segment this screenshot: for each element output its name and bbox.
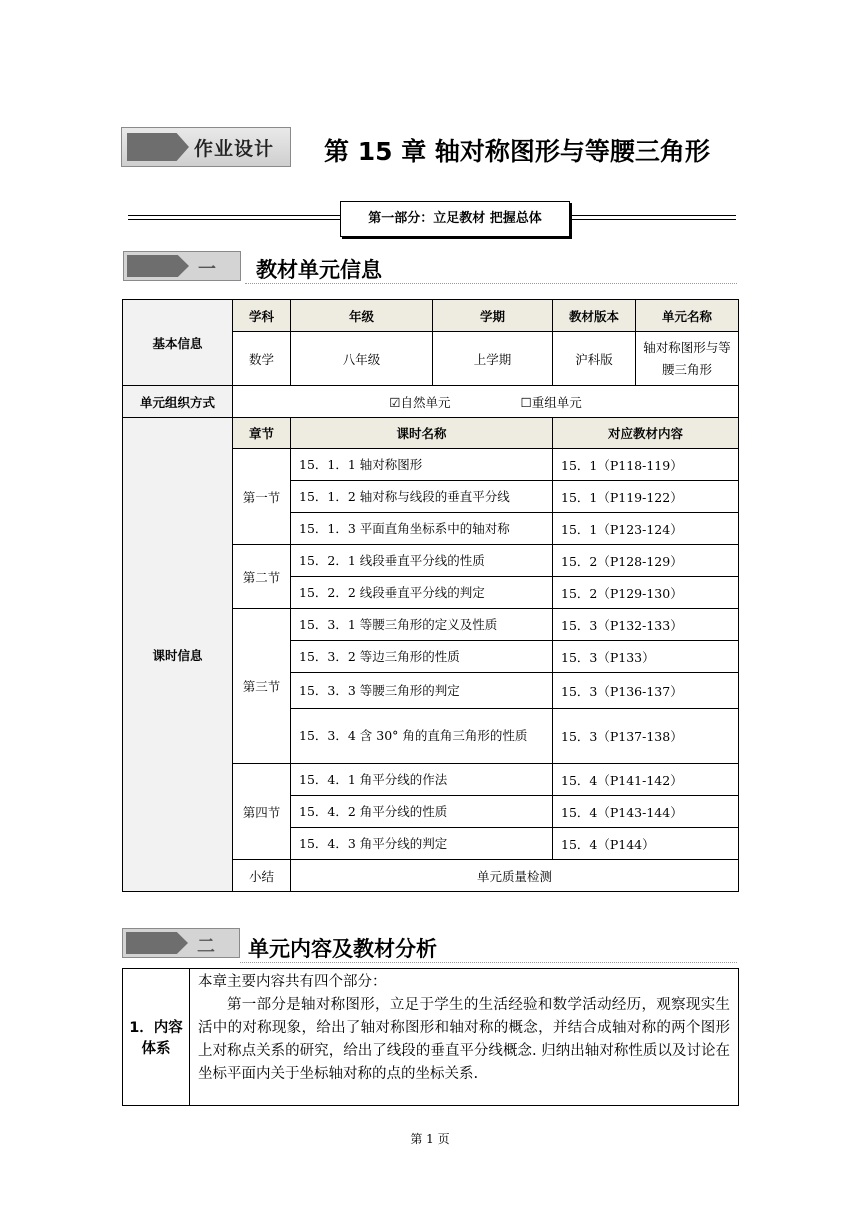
textbook-range: 15．1（P118-119） — [553, 449, 739, 481]
lesson-name: 15．4．2 角平分线的性质 — [291, 796, 553, 828]
divider-right — [572, 215, 736, 220]
org-label: 单元组织方式 — [123, 386, 233, 418]
summary-label: 小结 — [233, 860, 291, 892]
summary-value: 单元质量检测 — [291, 860, 739, 892]
basic-value: 八年级 — [291, 332, 433, 386]
basic-header: 学期 — [433, 300, 553, 332]
lesson-name: 15．3．1 等腰三角形的定义及性质 — [291, 609, 553, 641]
section-number: 一 — [198, 259, 216, 280]
textbook-range: 15．1（P119-122） — [553, 481, 739, 513]
basic-header: 学科 — [233, 300, 291, 332]
section-name: 第一节 — [233, 449, 291, 545]
basic-value: 数学 — [233, 332, 291, 386]
arrow-icon — [126, 932, 188, 954]
lesson-header: 课时名称 — [291, 418, 553, 449]
arrow-icon — [127, 133, 189, 161]
lesson-header: 对应教材内容 — [553, 418, 739, 449]
textbook-range: 15．4（P141-142） — [553, 764, 739, 796]
table-row — [123, 300, 739, 332]
textbook-range: 15．2（P129-130） — [553, 577, 739, 609]
textbook-range: 15．2（P128-129） — [553, 545, 739, 577]
basic-info-label: 基本信息 — [123, 300, 233, 386]
regroup-unit-checkbox: ☐重组单元 — [520, 394, 582, 410]
section-name: 第三节 — [233, 609, 291, 764]
basic-value: 沪科版 — [553, 332, 636, 386]
lesson-name: 15．4．1 角平分线的作法 — [291, 764, 553, 796]
lesson-header: 章节 — [233, 418, 291, 449]
section-two-title: 单元内容及教材分析 — [248, 937, 437, 961]
dotted-rule — [245, 283, 737, 284]
lesson-name: 15．3．4 含 30° 角的直角三角形的性质 — [291, 709, 553, 764]
content-system-text — [190, 969, 739, 1106]
content-table — [122, 968, 739, 1106]
dotted-rule — [240, 962, 737, 963]
lesson-name: 15．1．1 轴对称图形 — [291, 449, 553, 481]
lesson-name: 15．3．2 等边三角形的性质 — [291, 641, 553, 673]
section-number: 二 — [197, 936, 215, 957]
textbook-range: 15．4（P143-144） — [553, 796, 739, 828]
basic-value: 上学期 — [433, 332, 553, 386]
basic-header: 单元名称 — [636, 300, 739, 332]
lesson-name: 15．1．2 轴对称与线段的垂直平分线 — [291, 481, 553, 513]
textbook-range: 15．3（P132-133） — [553, 609, 739, 641]
section-name: 第四节 — [233, 764, 291, 860]
tag-label: 作业设计 — [194, 138, 275, 160]
section-name: 第二节 — [233, 545, 291, 609]
lesson-info-label: 课时信息 — [123, 418, 233, 892]
textbook-range: 15．3（P137-138） — [553, 709, 739, 764]
page-title: 第 15 章 轴对称图形与等腰三角形 — [324, 137, 710, 166]
textbook-range: 15．1（P123-124） — [553, 513, 739, 545]
divider-left — [128, 215, 340, 220]
lesson-name: 15．3．3 等腰三角形的判定 — [291, 673, 553, 709]
org-options — [233, 386, 739, 418]
content-system-label: 1．内容体系 — [123, 969, 190, 1106]
basic-header: 年级 — [291, 300, 433, 332]
section-two-badge — [122, 928, 240, 958]
textbook-range: 15．3（P136-137） — [553, 673, 739, 709]
content-intro: 本章主要内容共有四个部分： — [198, 974, 387, 990]
table-row — [123, 386, 739, 418]
natural-unit-checkbox: ☑自然单元 — [389, 394, 451, 410]
lesson-name: 15．2．1 线段垂直平分线的性质 — [291, 545, 553, 577]
section-one-badge — [123, 251, 241, 281]
arrow-icon — [127, 255, 189, 277]
basic-value: 轴对称图形与等腰三角形 — [636, 332, 739, 386]
table-row — [123, 418, 739, 449]
textbook-range: 15．4（P144） — [553, 828, 739, 860]
part-heading: 第一部分：立足教材 把握总体 — [340, 201, 570, 237]
textbook-range: 15．3（P133） — [553, 641, 739, 673]
homework-design-tag — [121, 127, 291, 167]
lesson-name: 15．1．3 平面直角坐标系中的轴对称 — [291, 513, 553, 545]
basic-header: 教材版本 — [553, 300, 636, 332]
unit-info-table — [122, 299, 739, 892]
lesson-name: 15．2．2 线段垂直平分线的判定 — [291, 577, 553, 609]
page-number: 第 1 页 — [410, 1132, 450, 1146]
lesson-name: 15．4．3 角平分线的判定 — [291, 828, 553, 860]
section-one-title: 教材单元信息 — [256, 258, 382, 282]
content-paragraph: 第一部分是轴对称图形，立足于学生的生活经验和数学活动经历，观察现实生活中的对称现象，给出了轴对称图形和轴对称的概念，并结合成轴对称的两个图形上对称点关系的研究，给出了线段的垂直平分线概念. 归纳出轴对称性质以及讨论在坐标平面内关于坐标轴对称的点的坐标关系. — [198, 997, 730, 1082]
